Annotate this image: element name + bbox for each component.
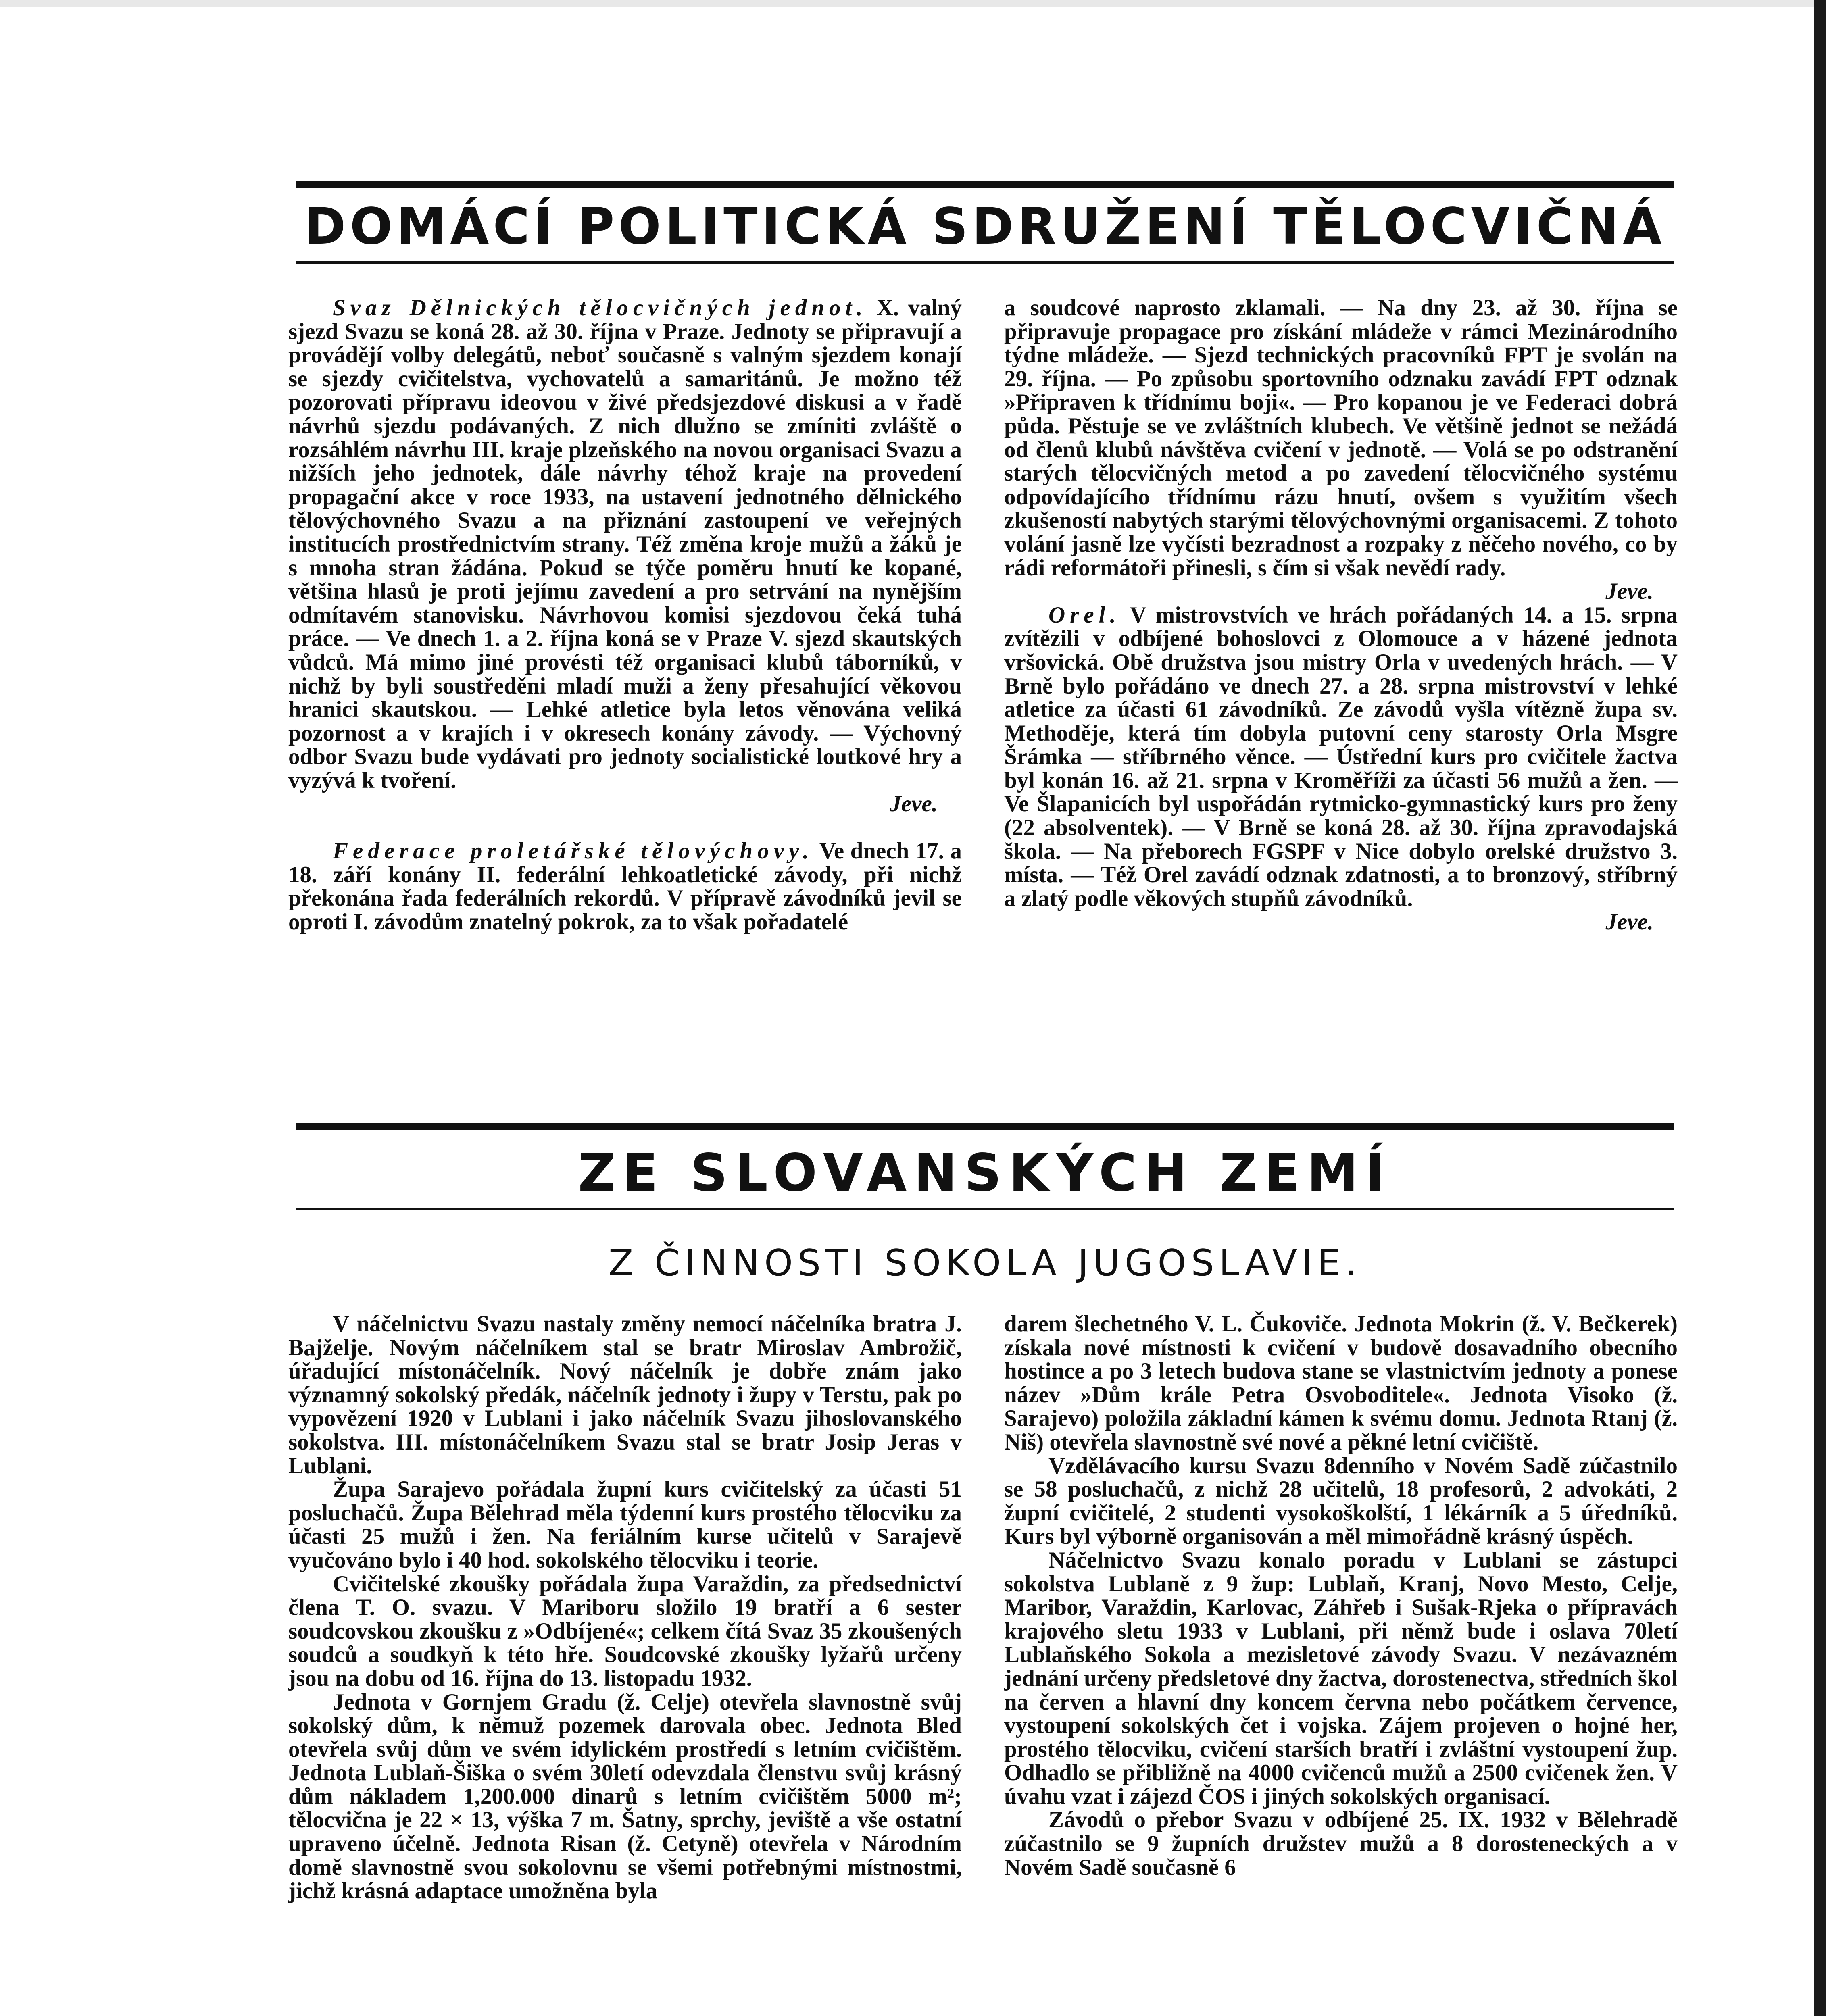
section1-right-para-2 <box>1004 604 1678 934</box>
lead-orel: Orel. <box>1048 602 1121 628</box>
text-orel: V mistrovstvích ve hrách pořádaných 14. a 15. srpna zvítězili v odbíjené bohoslovci z Olomouce a v házené jednota vršovická. Obě družstva jsou mistry Orla v uvedených hrách. — V Brně bylo pořádáno ve dnech 27. a 28. srpna mistrovství v lehké atletice za účasti 61 závodníků. Ze závodů vyšla vítězně župa sv. Methoděje, která tím dobyla putovní ceny starosty Orla Msgre Šrámka — stříbrného věnce. — Ústřední kurs pro cvičitele žactva byl konán 16. až 21. srpna v Kroměříži za účasti 56 mužů a žen. — Ve Šlapanicích byl uspořádán rytmicko-gymnastický kurs pro ženy (22 absolventek). — V Brně se koná 28. až 30. října zpravodajská škola. — Na přeborech FGSPF v Nice dobylo orelské družstvo 3. místa. — Též Orel zavádí odznak zdatnosti, a to bronzový, stříbrný a zlatý podle věkových stupňů závodníků. <box>1004 602 1678 911</box>
scan-edge-right <box>1814 0 1826 2016</box>
section2-subtitle: Z ČINNOSTI SOKOLA JUGOSLAVIE. <box>608 1242 1362 1284</box>
section1-left-column <box>288 296 962 934</box>
section1-left-para-2 <box>288 839 962 934</box>
scan-edge-top <box>0 0 1826 7</box>
section1-right-column <box>1004 296 1678 934</box>
lead-fpt: Federace proletářské tělovýchovy. <box>333 838 814 864</box>
signature-jeve: Jeve. <box>1605 579 1653 604</box>
section2-right-column <box>1004 1312 1678 1879</box>
section1-right-para-1 <box>1004 296 1678 604</box>
section1-title: DOMÁCÍ POLITICKÁ SDRUŽENÍ TĚLOCVIČNÁ <box>304 198 1666 256</box>
text-fpt-cont: a soudcové naprosto zklamali. — Na dny 23. až 30. října se připravuje propagace pro získání mládeže v rámci Mezinárodního týdne mládeže. — Sjezd technických pracovníků FPT je svolán na 29. října. — Po způsobu sportovního odznaku zavádí FPT odznak »Připraven k třídnímu boji«. — Pro kopanou je ve Federaci dobrá půda. Pěstuje se ve zvláštních klubech. Ve většině jednot se nežádá od členů klubů návštěva cvičení v jednotě. — Volá se po odstranění starých tělocvičných metod a po zavedení tělocvičného systému odpovídajícího třídnímu rázu hnutí, ovšem s využitím všech zkušeností nabytých starými tělovýchovnými organisacemi. Z tohoto volání jasně lze vyčísti bezradnost a rozpaky z něčeho nového, co by rádi reformátoři přinesli, s čím si však nevědí rady. <box>1004 295 1678 581</box>
section1-left-para-1 <box>288 296 962 816</box>
section2-left-para-4: Jednota v Gornjem Gradu (ž. Celje) otevřela slavnostně svůj sokolský dům, k němuž pozemek darovala obec. Jednota Bled otevřela svůj dům ve svém idylickém prostředí s letním cvičištěm. Jednota Lublaň-Šiška o svém 30letí odevzdala členstvu svůj krásný dům nákladem 1,200.000 dinarů s letním cvičištěm 5000 m²; tělocvična je 22 × 13, výška 7 m. Šatny, sprchy, jeviště a vše ostatní upraveno účelně. Jednota Risan (ž. Cetyně) otevřela v Národním domě slavnostně svou sokolovnu se všemi potřebnými místnostmi, jichž krásná adaptace umožněna byla <box>288 1689 962 1904</box>
section2-bottom-rule <box>296 1208 1674 1210</box>
section2-title: ZE SLOVANSKÝCH ZEMÍ <box>578 1143 1392 1203</box>
section2-left-para-1: V náčelnictvu Svazu nastaly změny nemocí náčelníka bratra J. Bajželje. Novým náčelníkem stal se bratr Miroslav Ambrožič, úřadující místonáčelník. Nový náčelník je dobře znám jako významný sokolský předák, náčelník jednoty i župy v Terstu, pak po vypovězení 1920 v Lublani i jako náčelník Svazu jihoslovanského sokolstva. III. místonáčelníkem Svazu stal se bratr Josip Jeras v Lublani. <box>288 1311 962 1479</box>
signature-jeve: Jeve. <box>890 791 938 817</box>
lead-svaz-dtj: Svaz Dělnických tělocvičných jednot. <box>333 295 867 321</box>
section1-bottom-rule <box>296 261 1674 264</box>
section2-left-para-2: Župa Sarajevo pořádala župní kurs cvičitelský za účasti 51 posluchačů. Župa Bělehrad měla týdenní kurs prostého tělocviku za účasti 25 mužů i žen. Na feriálním kurse učitelů v Sarajevě vyučováno bylo i 40 hod. sokolského tělocviku i teorie. <box>288 1477 962 1573</box>
text-fpt: Ve dnech 17. a 18. září konány II. federální lehkoatletické závody, při nichž překonána řada federálních rekordů. V přípravě závodníků jevil se oproti I. závodům znatelný pokrok, za to však pořadatelé <box>288 838 962 935</box>
signature-jeve: Jeve. <box>1605 909 1653 935</box>
section1-top-rule <box>296 181 1674 188</box>
section2-top-rule <box>296 1123 1674 1130</box>
section2-left-column <box>288 1312 962 1903</box>
text-svaz-dtj: X. valný sjezd Svazu se koná 28. až 30. října v Praze. Jednoty se připravují a provádějí volby delegátů, neboť současně s valným sjezdem konají se sjezdy cvičitelstva, vychovatelů a samaritánů. Je možno též pozorovati přípravu ideovou v živé předsjezdové diskusi a v řadě návrhů sjezdu podávaných. Z nich dlužno se zmíniti zvláště o rozsáhlém návrhu III. kraje plzeňského na novou organisaci Svazu a nižších jeho jednotek, dále návrhy téhož kraje na provedení propagační akce v roce 1933, na ustavení jednotného dělnického tělovýchovného Svazu a na přiznání zastoupení ve veřejných institucích prostřednictvím strany. Též změna kroje mužů a žáků je s mnoha stran žádána. Pokud se týče poměru hnutí ke kopané, většina hlasů je proti jejímu zavedení a pro setrvání na nynějším odmítavém stanovisku. Návrhovou komisi sjezdovou čeká tuhá práce. — Ve dnech 1. a 2. října koná se v Praze V. sjezd skautských vůdců. Má mimo jiné provésti též organisaci klubů táborníků, v nichž by byli soustředěni mladí muži a ženy přesahující věkovou hranici skautskou. — Lehké atletice byla letos věnována veliká pozornost a v krajích i v okresech konány závody. — Výchovný odbor Svazu bude vydávati pro jednoty socialistické loutkové hry a vyzývá k tvoření. <box>288 295 962 793</box>
section2-right-para-4: Závodů o přebor Svazu v odbíjené 25. IX. 1932 v Bělehradě zúčastnilo se 9 župních družstev mužů a 8 dorosteneckých a v Novém Sadě současně 6 <box>1004 1807 1678 1880</box>
section2-right-para-2: Vzdělávacího kursu Svazu 8denního v Novém Sadě zúčastnilo se 58 posluchačů, z nichž 28 učitelů, 18 profesorů, 2 advokáti, 2 župní cvičitelé, 2 studenti vysokoškolští, 1 lékárník a 5 úředníků. Kurs byl výborně organisován a měl mimořádně krásný úspěch. <box>1004 1453 1678 1549</box>
section2-right-para-1: darem šlechetného V. L. Čukoviče. Jednota Mokrin (ž. V. Bečkerek) získala nové místnosti k cvičení v budově dosavadního obecního hostince a po 3 letech budova stane se vlastnictvím jednoty a ponese název »Dům krále Petra Osvoboditele«. Jednota Visoko (ž. Sarajevo) položila základní kámen k svému domu. Jednota Rtanj (ž. Niš) otevřela slavnostně své nové a pěkné letní cvičiště. <box>1004 1311 1678 1455</box>
section2-right-para-3: Náčelnictvo Svazu konalo poradu v Lublani se zástupci sokolstva Lublaně z 9 žup: Lublaň, Kranj, Novo Mesto, Celje, Maribor, Varaždin, Karlovac, Záhřeb i Sušak-Rjeka o přípravách krajového sletu 1933 v Lublani, při němž bude i oslava 70letí Lublaňského Sokola a mezisletové závody Svazu. V nezávazném jednání určeny předsletové dny žactva, dorostenectva, středních škol na červen a hlavní dny koncem června nebo počátkem července, vystoupení sokolských čet i vojska. Zájem projeven o hojné her, prostého tělocviku, cvičení starších bratří i zvláštní vystoupení žup. Odhadlo se přibližně na 4000 cvičenců mužů a 2500 cvičenek žen. V úvahu vzat i zájezd ČOS i jiných sokolských organisací. <box>1004 1547 1678 1809</box>
section2-left-para-3: Cvičitelské zkoušky pořádala župa Varaždin, za předsednictví člena T. O. svazu. V Mariboru složilo 19 bratří a 6 sester soudcovskou zkoušku z »Odbíjené«; celkem čítá Svaz 35 zkoušených soudců a soudkyň k této hře. Soudcovské zkoušky lyžařů určeny jsou na dobu od 16. října do 13. listopadu 1932. <box>288 1571 962 1691</box>
